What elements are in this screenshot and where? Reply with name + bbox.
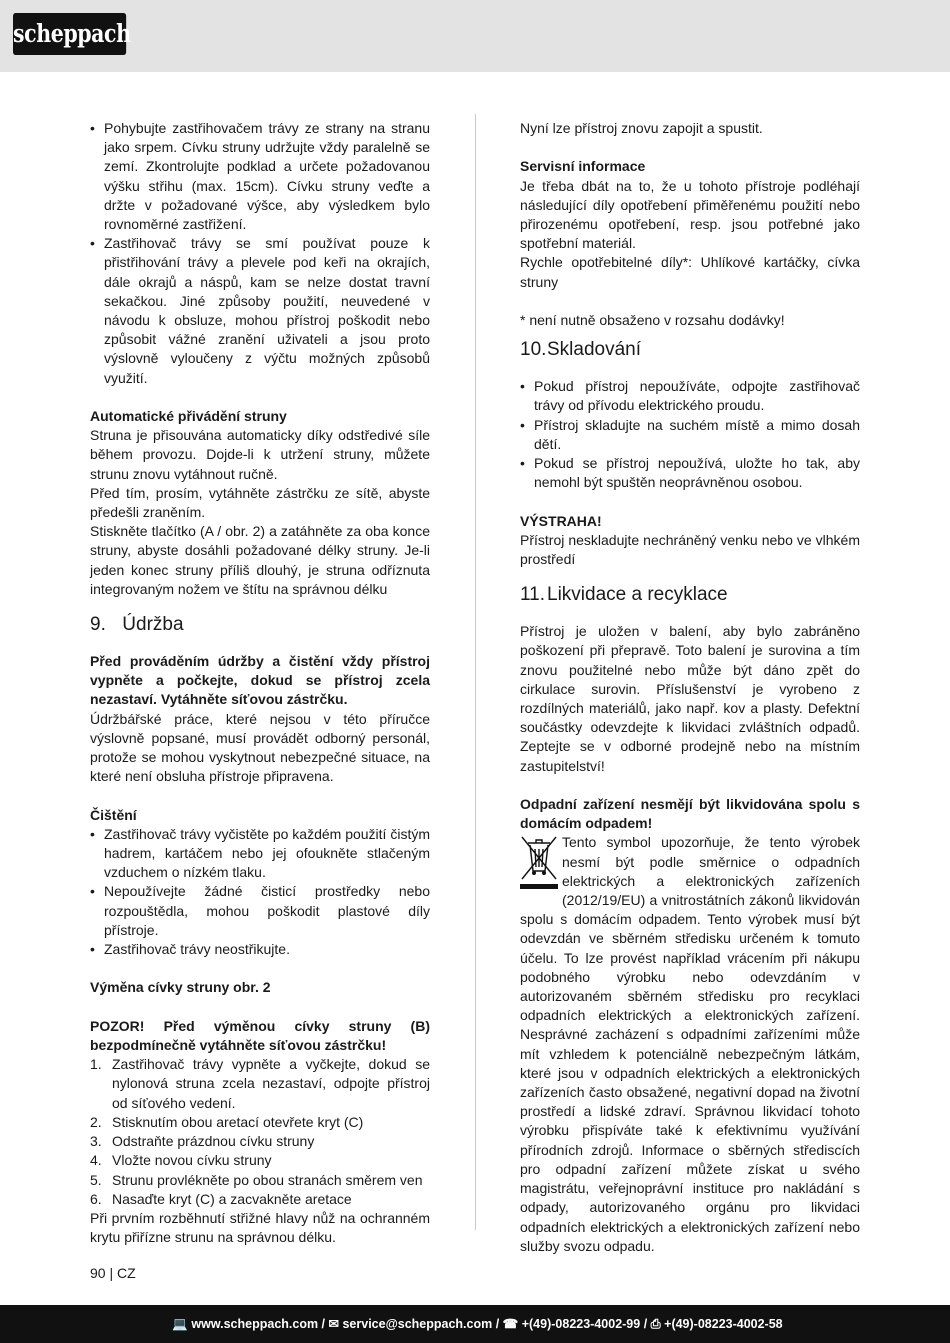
paragraph: Při prvním rozběhnutí střižné hlavy nůž na ochranném krytu přiřízne strunu na správnou délku. — [90, 1209, 430, 1246]
weee-heading: Odpadní zařízení nesmějí být likvidována spolu s domácím odpadem! — [520, 796, 860, 832]
list-item: • Nepoužívejte žádné čisticí prostředky nebo rozpouštědla, mohou poškodit plastové díly přístroje. — [90, 882, 430, 940]
paragraph: Přístroj neskladujte nechráněný venku nebo ve vlhkém prostředí — [520, 531, 860, 568]
footer-bar: 💻 www.scheppach.com / ✉ service@scheppach.com / ☎ +(49)-08223-4002-99 / ⎙ +(49)-08223-4002-58 — [0, 1305, 950, 1343]
right-column — [520, 119, 860, 1256]
scheppach-logo: scheppach — [13, 13, 126, 55]
list-item: 3. Odstraňte prázdnou cívku struny — [90, 1133, 315, 1150]
storage-bullet-list — [520, 377, 860, 492]
paragraph: Před tím, prosím, vytáhněte zástrčku ze sítě, abyste předešli zraněním. — [90, 484, 430, 521]
usage-bullet-list — [90, 119, 430, 388]
section-11-heading — [520, 583, 860, 607]
section-10-heading — [520, 338, 860, 362]
storage-warning-heading: VÝSTRAHA! — [520, 512, 602, 529]
spool-heading: Výměna cívky struny obr. 2 — [90, 979, 271, 996]
phone-icon: ☎ — [502, 1317, 519, 1331]
paragraph: Údržbářské práce, které nejsou v této příručce výslovně popsané, musí provádět odborný personál, protože se mohou vyskytnout nebezpečné situace, na které není obsluha přístroje připravena. — [90, 710, 430, 785]
website-link[interactable]: www.scheppach.com — [191, 1317, 319, 1331]
page-number: 90 | CZ — [90, 1265, 136, 1281]
section-title: Skladování — [547, 339, 642, 361]
list-item: 6. Nasaďte kryt (C) a zacvakněte aretace — [90, 1190, 352, 1207]
computer-icon: 💻 — [172, 1317, 188, 1331]
section-title: Údržba — [122, 614, 184, 636]
auto-feed-heading: Automatické přivádění struny — [90, 408, 287, 425]
list-item: 2. Stisknutím obou aretací otevřete kryt (C) — [90, 1113, 364, 1130]
service-heading: Servisní informace — [520, 158, 646, 175]
section-number: 10. — [520, 339, 547, 361]
list-item: 5. Strunu provlékněte po obou stranách směrem ven — [90, 1171, 423, 1188]
list-item: 1. Zastřihovač trávy vypněte a vyčkejte, dokud se nylonová struna zcela nezastaví, odpojte přístroj od síťového vedení. — [90, 1056, 430, 1111]
paragraph: Nyní lze přístroj znovu zapojit a spustit. — [520, 120, 763, 136]
cleaning-heading: Čištění — [90, 806, 137, 823]
left-column — [90, 119, 430, 1247]
fax-icon: ⎙ — [650, 1317, 661, 1331]
column-divider — [475, 114, 476, 1230]
section-number: 11. — [520, 584, 546, 606]
email-link[interactable]: service@scheppach.com — [342, 1317, 493, 1331]
section-number: 9. — [90, 614, 106, 636]
list-item: • Přístroj skladujte na suchém místě a mimo dosah dětí. — [520, 416, 860, 454]
paragraph: Stiskněte tlačítko (A / obr. 2) a zatáhněte za oba konce struny, abyste dosáhli požadované délky struny. Je-li jeden konec struny příliš dlouhý, je struna odříznuta integrovaným nožem ve štítu na správnou délku — [90, 523, 430, 597]
list-item: • Pokud se přístroj nepoužívá, uložte ho tak, aby nemohl být spuštěn neoprávněnou osobou. — [520, 454, 860, 492]
paragraph: Rychle opotřebitelné díly*: Uhlíkové kartáčky, cívka struny — [520, 254, 860, 290]
list-item: • Zastřihovač trávy vyčistěte po každém použití čistým hadrem, kartáčem nebo jej ofoukněte stlačeným vzduchem o nízkém tlaku. — [90, 825, 430, 883]
paragraph: Tento symbol upozorňuje, že tento výrobek nesmí být podle směrnice o odpadních elektrických a elektronických zařízeních (2012/19/EU) a vnitrostátních zákonů likvidován spolu s domácím odpadem. Tento výrobek musí být odevzdán ve sběrném středisku určeném k tomuto účelu. To lze provést například vrácením při nákupu podobného výrobku nebo odevzdáním v autorizovaném sběrném středisku pro recyklaci odpadních elektrických a elektronických zařízení. Nesprávné zacházení s odpadními zařízeními může mít vzhledem k potenciálně nebezpečným látkám, které jsou v odpadních elektrických a elektronických zařízeních často obsažené, negativní dopad na životní prostředí a lidské zdraví. Správnou likvidací tohoto výrobku přispíváte také k efektivnímu využívání přírodních zdrojů. Informace o sběrných střediscích pro odpadní zařízení můžete získat u svého magistrátu, veřejnoprávní instituce pro nakládání s odpady, autorizovaného orgánu pro likvidaci odpadních elektrických a elektronických zařízení nebo služby svozu odpadu. — [520, 834, 860, 1254]
list-item: 4. Vložte novou cívku struny — [90, 1152, 272, 1169]
delivery-note: * není nutně obsaženo v rozsahu dodávky! — [520, 312, 785, 328]
section-9-heading — [90, 613, 430, 637]
list-item: • Pokud přístroj nepoužíváte, odpojte zastřihovač trávy od přívodu elektrického proudu. — [520, 377, 860, 415]
list-item: • Pohybujte zastřihovačem trávy ze strany na stranu jako srpem. Cívku struny udržujte vždy paralelně se zemí. Zkontrolujte podklad a určete požadovanou výšku střihu (max. 15cm). Cívku struny veďte a držte v požadované výšce, aby výsledkem bylo rovnoměrné zastřižení. — [90, 119, 430, 234]
list-item: • Zastřihovač trávy neostřikujte. — [90, 940, 430, 959]
paragraph: Přístroj je uložen v balení, aby bylo zabráněno poškození při přepravě. Toto balení je surovina a tím znovu použitelné nebo může být dáno zpět do cirkulace surovin. Příslušenství je vyrobeno z rozdílných materiálů, jako např. kov a plasty. Defektní součástky odevzdejte k likvidaci zvláštních odpadů. Zeptejte se v odborné prodejně nebo na místním zastupitelství! — [520, 623, 860, 774]
crossed-bin-icon — [520, 833, 558, 893]
spool-steps-list — [90, 1055, 430, 1209]
paragraph: Struna je přisouvána automaticky díky odstředivé síle během provozu. Dojde-li k utržení struny, můžete strunu znovu vytáhnout ručně. — [90, 427, 430, 482]
phone-number: +(49)-08223-4002-99 — [521, 1317, 641, 1331]
maintenance-warning: Před prováděním údržby a čistění vždy přístroj vypněte a počkejte, dokud se přístroj zcela nezastaví. Vytáhněte síťovou zástrčku. — [90, 653, 430, 708]
list-item: • Zastřihovač trávy se smí používat pouze k přistřihování trávy a plevele pod keři na okrajích, dále okrajů a náspů, kam se nelze dostat travní sekačkou. Jiné způsoby použití, neuvedené v návodu k obsluze, mohou přístroj poškodit nebo způsobit vážné zranění uživateli a jsou proto výslovně vyloučeny z výčtu možných způsobů využití. — [90, 234, 430, 388]
cleaning-bullet-list — [90, 825, 430, 959]
section-title: Likvidace a recyklace — [547, 584, 728, 606]
paragraph: Je třeba dbát na to, že u tohoto přístroje podléhají následující díly opotřebení přiměřenému použití nebo přirozenému opotřebení, resp. jsou potřebné jako spotřební materiál. — [520, 177, 860, 252]
email-icon: ✉ — [328, 1317, 339, 1331]
fax-number: +(49)-08223-4002-58 — [664, 1317, 783, 1331]
spool-warning: POZOR! Před výměnou cívky struny (B) bezpodmínečně vytáhněte síťovou zástrčku! — [90, 1017, 430, 1054]
header-bar — [0, 0, 950, 72]
